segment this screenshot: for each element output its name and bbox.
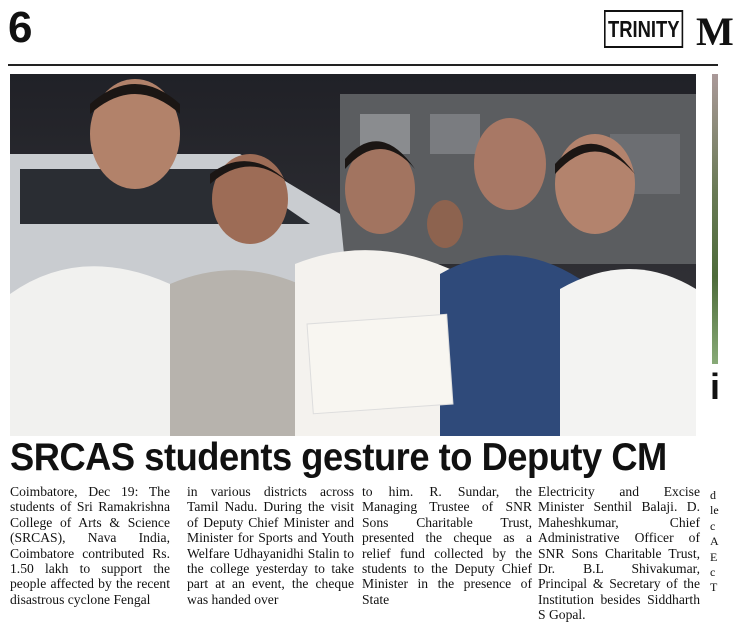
adjacent-photo-edge <box>712 74 718 364</box>
article-column-1: Coimbatore, Dec 19: The students of Sri Ramakrishna College of Arts & Science (SRCAS), Nava India, Coimbatore contributed Rs. 1.50 lakh to support the people affected by the recent disastrous cyclone Fengal <box>10 484 170 607</box>
photo-icon <box>10 74 696 436</box>
adjacent-headline-edge: i <box>710 366 721 407</box>
masthead-suffix: M <box>696 9 734 54</box>
masthead-name: TRINITY <box>604 10 684 48</box>
article-column-4: Electricity and Excise Minister Senthil Balaji. D. Maheshkumar, Chief Administrative Officer of SNR Sons Charitable Trust, Dr. B.L Shivakumar, Principal & Secretary of the Institution besides Siddharth S Gopal. <box>538 484 700 623</box>
article-headline: SRCAS students gesture to Deputy CM <box>10 436 667 479</box>
adjacent-column-edge: d le c A E c T <box>710 488 719 595</box>
article-body <box>10 484 700 632</box>
article-column-2: in various districts across Tamil Nadu. During the visit of Deputy Chief Minister and Minister for Sports and Youth Welfare Udhayanidhi Stalin to the college yesterday to take part at an event, the cheque was handed over <box>187 484 354 607</box>
page-number: 6 <box>8 3 32 52</box>
header-rule <box>8 64 718 66</box>
news-photo <box>10 74 696 436</box>
article-column-3: to him. R. Sundar, the Managing Trustee of SNR Sons Charitable Trust, presented the cheque as a relief fund collected by the students to the Deputy Chief Minister in the presence of State <box>362 484 532 607</box>
masthead <box>604 9 734 54</box>
